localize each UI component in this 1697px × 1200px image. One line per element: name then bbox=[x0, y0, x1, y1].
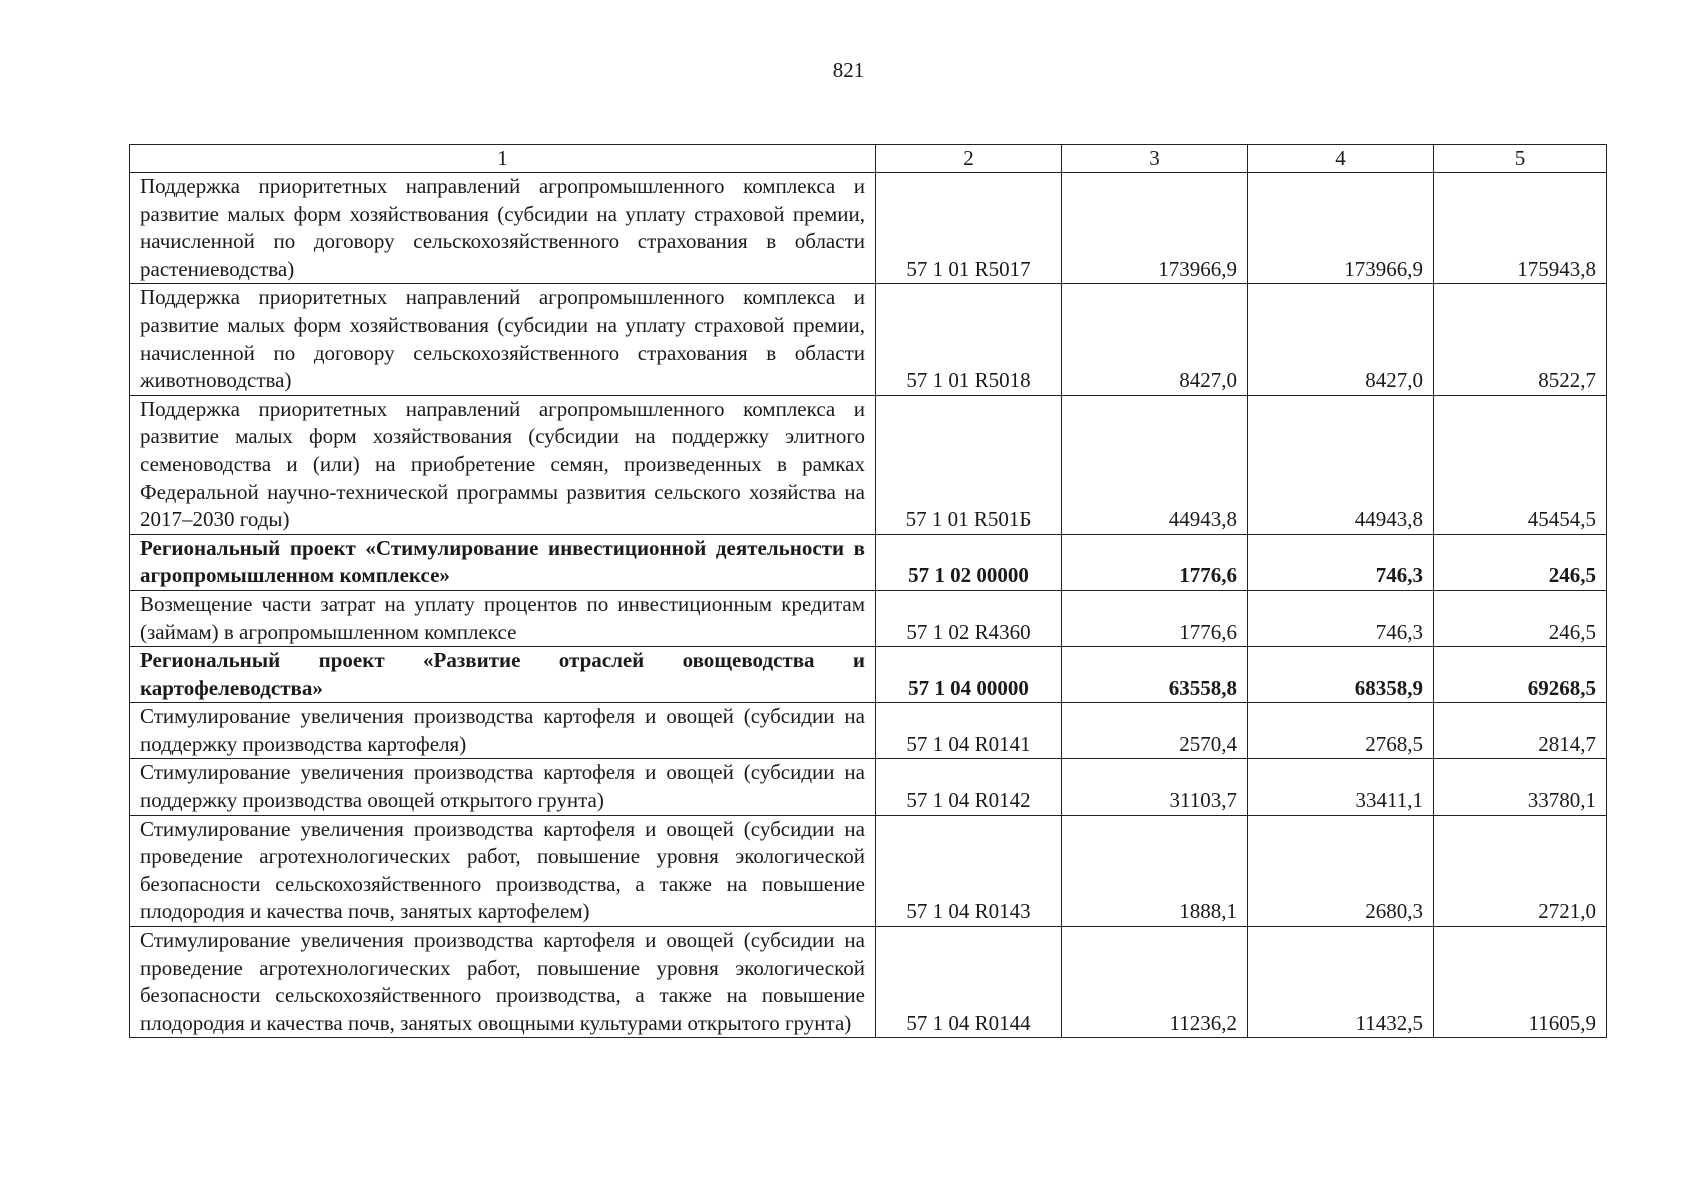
cell-value-3: 31103,7 bbox=[1062, 759, 1248, 815]
column-header-4: 4 bbox=[1248, 145, 1434, 173]
cell-value-3: 63558,8 bbox=[1062, 647, 1248, 703]
cell-value-3: 8427,0 bbox=[1062, 284, 1248, 395]
table-row bbox=[130, 927, 1607, 1038]
cell-description: Региональный проект «Развитие отраслей овощеводства и картофелеводства» bbox=[130, 647, 876, 703]
cell-value-4: 11432,5 bbox=[1248, 927, 1434, 1038]
cell-description: Стимулирование увеличения производства картофеля и овощей (субсидии на поддержку производства картофеля) bbox=[130, 703, 876, 759]
table-row bbox=[130, 759, 1607, 815]
cell-value-4: 173966,9 bbox=[1248, 173, 1434, 284]
cell-value-3: 2570,4 bbox=[1062, 703, 1248, 759]
cell-description: Стимулирование увеличения производства картофеля и овощей (субсидии на поддержку производства овощей открытого грунта) bbox=[130, 759, 876, 815]
cell-code: 57 1 04 00000 bbox=[876, 647, 1062, 703]
cell-value-5: 175943,8 bbox=[1434, 173, 1607, 284]
cell-code: 57 1 02 00000 bbox=[876, 534, 1062, 590]
cell-value-5: 33780,1 bbox=[1434, 759, 1607, 815]
cell-value-3: 1776,6 bbox=[1062, 534, 1248, 590]
table-body bbox=[130, 173, 1607, 1038]
cell-description: Поддержка приоритетных направлений агропромышленного комплекса и развитие малых форм хозяйствования (субсидии на уплату страховой премии, начисленной по договору сельскохозяйственного страхования в области растениеводства) bbox=[130, 173, 876, 284]
cell-code: 57 1 04 R0141 bbox=[876, 703, 1062, 759]
cell-value-4: 8427,0 bbox=[1248, 284, 1434, 395]
cell-value-4: 33411,1 bbox=[1248, 759, 1434, 815]
cell-code: 57 1 04 R0142 bbox=[876, 759, 1062, 815]
budget-table bbox=[129, 144, 1607, 1038]
cell-value-4: 68358,9 bbox=[1248, 647, 1434, 703]
cell-value-4: 44943,8 bbox=[1248, 395, 1434, 534]
cell-value-5: 2814,7 bbox=[1434, 703, 1607, 759]
cell-value-3: 1888,1 bbox=[1062, 815, 1248, 926]
cell-description: Возмещение части затрат на уплату процентов по инвестиционным кредитам (займам) в агропромышленном комплексе bbox=[130, 590, 876, 646]
cell-value-3: 44943,8 bbox=[1062, 395, 1248, 534]
cell-value-3: 173966,9 bbox=[1062, 173, 1248, 284]
page-number: 821 bbox=[832, 58, 865, 82]
cell-code: 57 1 04 R0144 bbox=[876, 927, 1062, 1038]
column-header-1: 1 bbox=[130, 145, 876, 173]
cell-value-5: 8522,7 bbox=[1434, 284, 1607, 395]
table-row bbox=[130, 815, 1607, 926]
cell-value-5: 246,5 bbox=[1434, 534, 1607, 590]
cell-description: Стимулирование увеличения производства картофеля и овощей (субсидии на проведение агротехнологических работ, повышение уровня экологической безопасности сельскохозяйственного производства, а также на повышение плодородия и качества почв, занятых овощными культурами открытого грунта) bbox=[130, 927, 876, 1038]
table-row bbox=[130, 395, 1607, 534]
cell-value-5: 246,5 bbox=[1434, 590, 1607, 646]
cell-value-4: 746,3 bbox=[1248, 534, 1434, 590]
table-row bbox=[130, 284, 1607, 395]
cell-code: 57 1 02 R4360 bbox=[876, 590, 1062, 646]
cell-description: Региональный проект «Стимулирование инвестиционной деятельности в агропромышленном комплексе» bbox=[130, 534, 876, 590]
table-row bbox=[130, 534, 1607, 590]
column-header-5: 5 bbox=[1434, 145, 1607, 173]
table-row bbox=[130, 647, 1607, 703]
cell-description: Поддержка приоритетных направлений агропромышленного комплекса и развитие малых форм хозяйствования (субсидии на уплату страховой премии, начисленной по договору сельскохозяйственного страхования в области животноводства) bbox=[130, 284, 876, 395]
cell-description: Стимулирование увеличения производства картофеля и овощей (субсидии на проведение агротехнологических работ, повышение уровня экологической безопасности сельскохозяйственного производства, а также на повышение плодородия и качества почв, занятых картофелем) bbox=[130, 815, 876, 926]
cell-code: 57 1 01 R5017 bbox=[876, 173, 1062, 284]
cell-code: 57 1 04 R0143 bbox=[876, 815, 1062, 926]
cell-value-4: 2768,5 bbox=[1248, 703, 1434, 759]
cell-value-3: 1776,6 bbox=[1062, 590, 1248, 646]
cell-value-5: 69268,5 bbox=[1434, 647, 1607, 703]
column-header-2: 2 bbox=[876, 145, 1062, 173]
cell-description: Поддержка приоритетных направлений агропромышленного комплекса и развитие малых форм хозяйствования (субсидии на поддержку элитного семеноводства и (или) на приобретение семян, произведенных в рамках Федеральной научно-технической программы развития сельского хозяйства на 2017–2030 годы) bbox=[130, 395, 876, 534]
cell-value-5: 45454,5 bbox=[1434, 395, 1607, 534]
table-row bbox=[130, 173, 1607, 284]
cell-value-3: 11236,2 bbox=[1062, 927, 1248, 1038]
table-row bbox=[130, 703, 1607, 759]
cell-value-4: 746,3 bbox=[1248, 590, 1434, 646]
header-row bbox=[130, 145, 1607, 173]
column-header-3: 3 bbox=[1062, 145, 1248, 173]
cell-value-5: 11605,9 bbox=[1434, 927, 1607, 1038]
cell-code: 57 1 01 R501Б bbox=[876, 395, 1062, 534]
cell-value-5: 2721,0 bbox=[1434, 815, 1607, 926]
cell-value-4: 2680,3 bbox=[1248, 815, 1434, 926]
table-row bbox=[130, 590, 1607, 646]
cell-code: 57 1 01 R5018 bbox=[876, 284, 1062, 395]
